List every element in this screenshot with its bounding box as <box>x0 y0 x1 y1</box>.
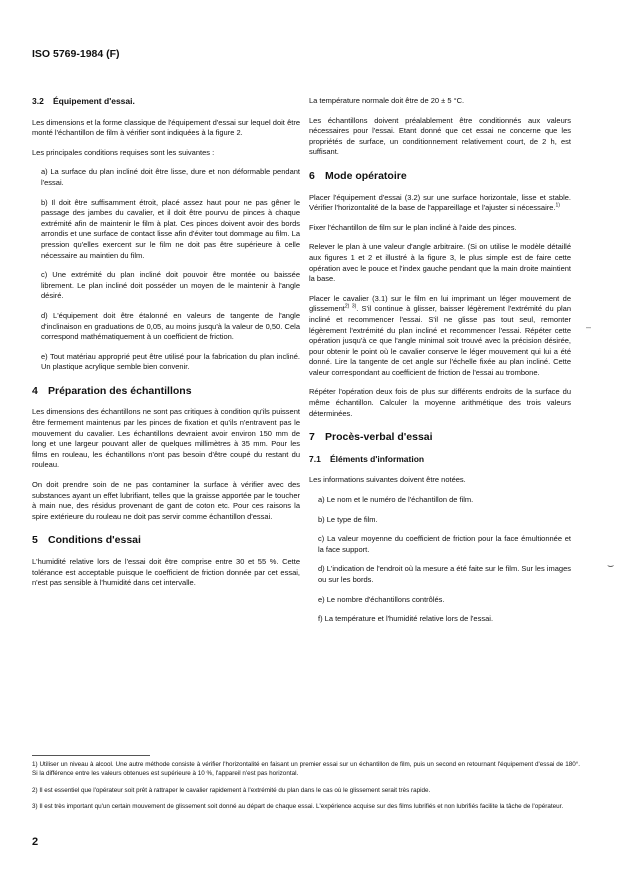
list-item: b) Il doit être suffisamment étroit, placé assez haut pour ne pas gêner le passage des jambes du cavalier, et il doit être pourvu de pinces à chaque extrémité afin de maintenir le film à plat. Ces pinces doivent avoir des bords arrondis et une surface de contact lisse afin d'éviter tout dommage au film. La pression qu'elles exercent sur le film ne doit pas être supérieure à celle nécessaire au maintien du film. <box>41 197 300 260</box>
list-item: a) Le nom et le numéro de l'échantillon de film. <box>318 495 474 505</box>
list-item: d) L'équipement doit être étalonné en valeurs de tangente de l'angle d'inclinaison en graduations de 0,05, au moins jusqu'à la valeur de 0,50. Cela correspond mathématiquement à un coefficient de friction. <box>41 310 300 342</box>
section-title: Conditions d'essai <box>48 534 141 547</box>
section-title: Mode opératoire <box>325 169 407 182</box>
section-title: Éléments d'information <box>330 453 425 464</box>
paragraph: Les dimensions des échantillons ne sont pas critiques à condition qu'ils puissent être fermement maintenus par les pinces de fixation et qu'ils n'entravent pas le mouvement du cavalier. Les échantillons devraient avoir environ 150 mm de long et une largeur pouvant aller de quelques millimètres à 35 mm. Pour les films en rouleau, les échantillons n'ont pas besoin d'être coupé du restant du rouleau. <box>32 407 300 470</box>
section-6-heading <box>309 171 571 182</box>
paragraph: On doit prendre soin de ne pas contaminer la surface à vérifier avec des substances ayant un effet lubrifiant, telles que la graisse apportée par le toucher à main nue, des résidus provenant de gant de coton etc. Pour ces raisons la spire extérieure du rouleau ne doit pas servir comme échantillon d'essai. <box>32 480 300 521</box>
scan-mark: – <box>586 322 592 332</box>
paragraph: Relever le plan à une valeur d'angle arbitraire. (Si on utilise le modèle détaillé aux figures 1 et 2 et illustré à la figure 3, le plus simple est de faire cette opération avec le pouce et l'index gauche pendant que la main droite maintient la base. <box>309 242 571 284</box>
section-number: 6 <box>309 169 315 182</box>
paragraph: Les principales conditions requises sont les suivantes : <box>32 147 215 157</box>
left-column <box>32 96 300 598</box>
footnote: 3) Il est très important qu'un certain mouvement de glissement soit donné au départ de chaque essai. L'expérience acquise sur des films lubrifiés et non lubrifiés facilite la tâche de l'opérateur. <box>32 803 564 811</box>
section-title: Préparation des échantillons <box>48 384 192 397</box>
section-7-heading <box>309 432 571 443</box>
scan-mark: ⌣ <box>607 560 615 572</box>
paragraph-text: Placer le cavalier (3.1) sur le film en lui imprimant un léger mouvement de glissement <box>309 293 571 314</box>
paragraph-text: . S'il continue à glisser, baisser légèrement l'extrémité du plan incliné et recommencer l'essai. S'il ne glisse pas tout seul, remonter légèrement l'extrémité du plan incliné et recommencer l'essai. Répéter cette opération jusqu'à ce que l'angle minimal soit trouvé avec la précision désirée, pour obtenir le point où le cavalier conserve le léger mouvement qui lui a été donné. Lire la tangente de cet angle sur l'échelle fixée au plan incliné. Cette valeur correspondant au coefficient de friction de l'essai au trombone. <box>309 304 571 377</box>
list-item: c) Une extrémité du plan incliné doit pouvoir être montée ou baissée librement. Le plan incliné doit posséder un moyen de le maintenir à l'angle désiré. <box>41 270 300 301</box>
list-item: e) Le nombre d'échantillons contrôlés. <box>318 594 445 604</box>
paragraph <box>309 193 571 214</box>
paragraph: Les échantillons doivent préalablement être conditionnés aux valeurs nécessaires pour l'essai. Etant donné que cet essai ne concerne que les propriétés de surface, un conditionnement relativement court, de 2 h, est suffisant. <box>309 115 571 157</box>
footnote-ref: 1) <box>555 202 560 209</box>
right-column <box>309 96 571 634</box>
section-3-2-heading <box>32 96 300 107</box>
paragraph: Fixer l'échantillon de film sur le plan incliné à l'aide des pinces. <box>309 222 517 232</box>
list-item: e) Tout matériau approprié peut être utilisé pour la fabrication du plan incliné. Un plastique acrylique semble bien convenir. <box>41 351 300 372</box>
list-item: f) La température et l'humidité relative lors de l'essai. <box>318 614 494 624</box>
section-number: 3.2 <box>32 96 44 106</box>
section-number: 4 <box>32 384 38 397</box>
document-header: ISO 5769-1984 (F) <box>32 48 120 60</box>
section-5-heading <box>32 535 300 546</box>
paragraph <box>309 294 571 379</box>
section-title: Équipement d'essai. <box>53 96 135 106</box>
paragraph: La température normale doit être de 20 ± 5 °C. <box>309 96 465 105</box>
footnote-ref: 2) 3) <box>344 303 357 310</box>
list-item: b) Le type de film. <box>318 514 378 524</box>
paragraph: Les dimensions et la forme classique de l'équipement d'essai sur lequel doit être monté l'échantillon de film à vérifier sont indiquées à la figure 2. <box>32 117 300 138</box>
footnotes <box>32 760 580 819</box>
section-number: 7 <box>309 431 315 444</box>
paragraph: L'humidité relative lors de l'essai doit être comprise entre 30 et 55 %. Cette tolérance est acceptable puisque le coefficient de friction donnée par cet essai, n'est pas sensible à l'humidité dans cet intervalle. <box>32 557 300 588</box>
section-7-1-heading <box>309 454 571 465</box>
footnote: 1) Utiliser un niveau à alcool. Une autre méthode consiste à vérifier l'horizontalité en faisant un premier essai sur un échantillon de film, puis un second en retournant l'équipement d'essai de 180°. Si la différence entre les valeurs obtenues est supérieure à 10 %, l'appareil n'est pas horizontal. <box>32 761 580 778</box>
footnote-rule <box>32 755 150 756</box>
list-item: d) L'indication de l'endroit où la mesure a été faite sur le film. Sur les images ou sur les bords. <box>318 564 571 584</box>
section-title: Procès-verbal d'essai <box>325 431 433 444</box>
paragraph: Les informations suivantes doivent être notées. <box>309 475 466 485</box>
list-item: a) La surface du plan incliné doit être lisse, dure et non déformable pendant l'essai. <box>41 167 300 187</box>
section-4-heading <box>32 386 300 397</box>
page-number: 2 <box>32 836 39 848</box>
paragraph-text: Placer l'équipement d'essai (3.2) sur une surface horizontale, lisse et stable. Vérifier l'horizontalité de la base de l'appareillage et l'ajuster si nécessaire. <box>309 192 571 213</box>
section-number: 7.1 <box>309 453 321 464</box>
paragraph: Répéter l'opération deux fois de plus sur différents endroits de la surface du même échantillon. Calculer la moyenne arithmétique des trois valeurs déterminées. <box>309 387 571 418</box>
section-number: 5 <box>32 534 38 547</box>
list-item: c) La valeur moyenne du coefficient de friction pour la face émultionnée et la face support. <box>318 534 571 554</box>
footnote: 2) Il est essentiel que l'opérateur soit prêt à rattraper le cavalier rapidement à l'extrémité du plan dans le cas où le glissement serait très rapide. <box>32 786 431 794</box>
